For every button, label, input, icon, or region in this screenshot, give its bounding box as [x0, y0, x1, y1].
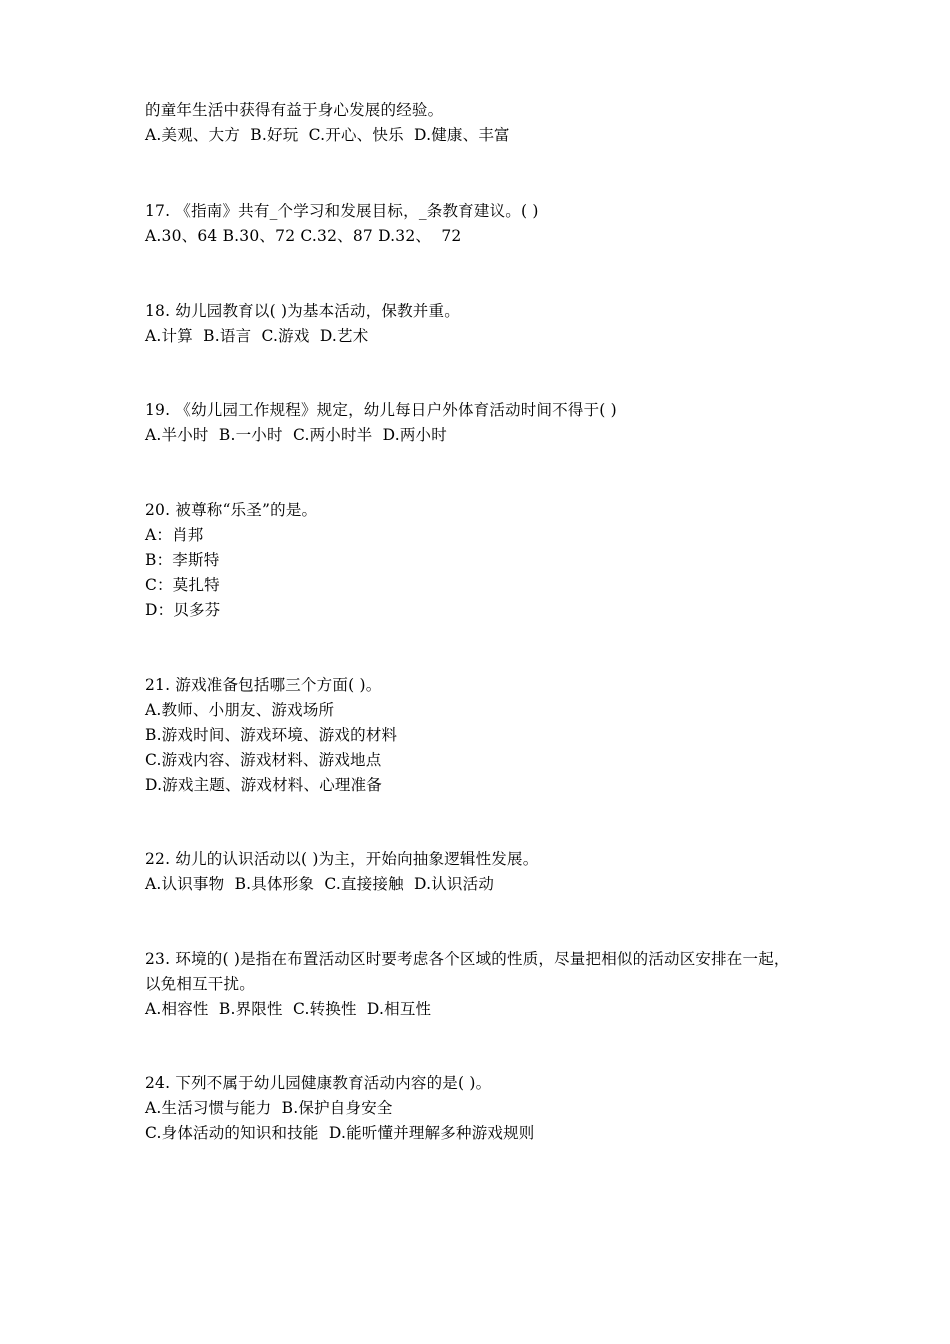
question-24	[145, 1071, 845, 1146]
question-options: C.身体活动的知识和技能 D.能听懂并理解多种游戏规则	[145, 1124, 535, 1142]
question-option-b: B：李斯特	[145, 551, 220, 569]
question-text: 22. 幼儿的认识活动以( )为主，开始向抽象逻辑性发展。	[145, 850, 539, 868]
question-option-b: B.游戏时间、游戏环境、游戏的材料	[145, 726, 398, 744]
question-options: A.计算 B.语言 C.游戏 D.艺术	[145, 327, 369, 345]
question-21	[145, 673, 845, 798]
intro-block	[145, 98, 845, 148]
question-options: A.生活习惯与能力 B.保护自身安全	[145, 1099, 393, 1117]
question-option-d: D.游戏主题、游戏材料、心理准备	[145, 776, 383, 794]
question-22	[145, 847, 845, 897]
question-17	[145, 199, 845, 249]
question-18	[145, 299, 845, 349]
question-options: A.半小时 B.一小时 C.两小时半 D.两小时	[145, 426, 447, 444]
question-text: 21. 游戏准备包括哪三个方面( )。	[145, 676, 382, 694]
question-text: 18. 幼儿园教育以( )为基本活动，保教并重。	[145, 302, 460, 320]
question-20	[145, 498, 845, 623]
question-options: A.认识事物 B.具体形象 C.直接接触 D.认识活动	[145, 875, 495, 893]
question-23	[145, 947, 845, 1022]
intro-options: A.美观、大方 B.好玩 C.开心、快乐 D.健康、丰富	[145, 126, 510, 144]
question-text-continued: 以免相互干扰。	[145, 975, 255, 993]
question-option-d: D：贝多芬	[145, 601, 221, 619]
question-option-a: A：肖邦	[145, 526, 204, 544]
question-text: 20. 被尊称“乐圣”的是。	[145, 501, 318, 519]
question-options: A.相容性 B.界限性 C.转换性 D.相互性	[145, 1000, 432, 1018]
question-option-a: A.教师、小朋友、游戏场所	[145, 701, 335, 719]
question-text: 19. 《幼儿园工作规程》规定，幼儿每日户外体育活动时间不得于( )	[145, 401, 617, 419]
question-19	[145, 398, 845, 448]
question-text: 24. 下列不属于幼儿园健康教育活动内容的是( )。	[145, 1074, 492, 1092]
question-options: A.30、64 B.30、72 C.32、87 D.32、 72	[145, 227, 462, 245]
question-option-c: C：莫扎特	[145, 576, 220, 594]
question-text: 17. 《指南》共有_个学习和发展目标，_条教育建议。( )	[145, 202, 539, 220]
question-option-c: C.游戏内容、游戏材料、游戏地点	[145, 751, 382, 769]
question-text: 23. 环境的( )是指在布置活动区时要考虑各个区域的性质，尽量把相似的活动区安排在一起，	[145, 950, 790, 968]
intro-line: 的童年生活中获得有益于身心发展的经验。	[145, 101, 444, 119]
